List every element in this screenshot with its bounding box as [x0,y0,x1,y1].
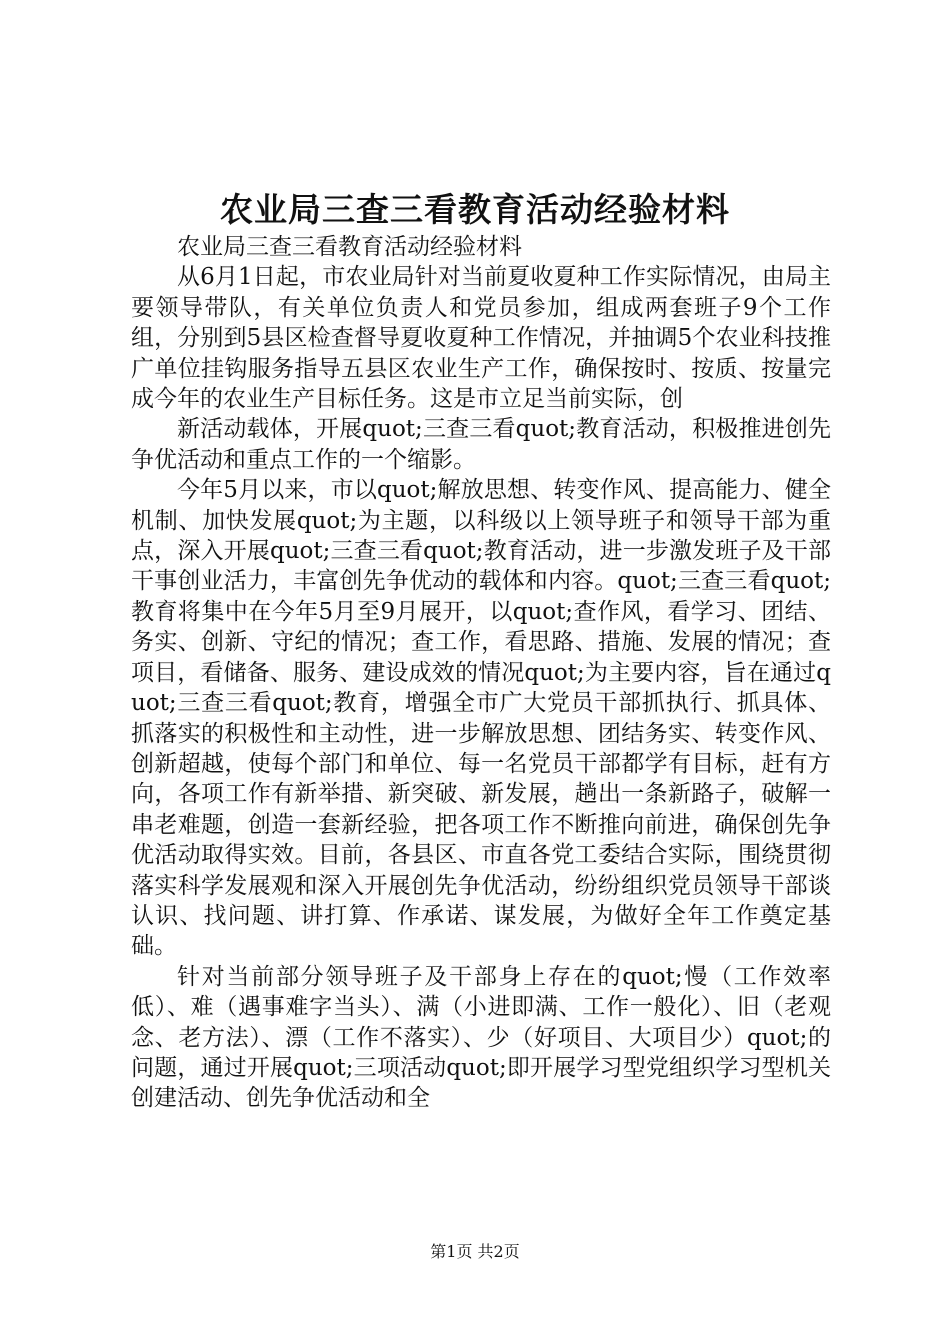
page-number: 第1页 共2页 [430,1242,520,1261]
document-title: 农业局三查三看教育活动经验材料 [220,190,730,229]
paragraph-subtitle: 农业局三查三看教育活动经验材料 [177,234,522,260]
paragraph-intro: 从6月1日起，市农业局针对当前夏收夏种工作实际情况，由局主要领导带队，有关单位负责人和党员参加，组成两套班子9个工作组，分别到5县区检查督导夏收夏种工作情况，并抽调5个农业科技推广单位挂钩服务指导五县区农业生产工作，确保按时、按质、按量完成今年的农业生产目标任务。这是市立足当前实际，创 [131,264,831,413]
paragraph-since-may: 今年5月以来，市以quot;解放思想、转变作风、提高能力、健全机制、加快发展quot;为主题，以科级以上领导班子和领导干部为重点，深入开展quot;三查三看quot;教育活动，进一步激发班子及干部干事创业活力，丰富创先争优动的载体和内容。quot;三查三看quot;教育将集中在今年5月至9月展开，以quot;查作风，看学习、团结、务实、创新、守纪的情况；查工作，看思路、措施、发展的情况；查项目，看储备、服务、建设成效的情况quot;为主要内容，旨在通过quot;三查三看quot;教育，增强全市广大党员干部抓执行、抓具体、抓落实的积极性和主动性，进一步解放思想、团结务实、转变作风、创新超越，使每个部门和单位、每一名党员干部都学有目标，赶有方向，各项工作有新举措、新突破、新发展，趟出一条新路子，破解一串老难题，创造一套新经验，把各项工作不断推向前进，确保创先争优活动取得实效。目前，各县区、市直各党工委结合实际，围绕贯彻落实科学发展观和深入开展创先争优活动，纷纷组织党员领导干部谈认识、找问题、讲打算、作承诺、谋发展，为做好全年工作奠定基础。 [131,477,831,960]
paragraph-activity: 新活动载体，开展quot;三查三看quot;教育活动，积极推进创先争优活动和重点工作的一个缩影。 [131,416,831,473]
paragraph-problems: 针对当前部分领导班子及干部身上存在的quot;慢（工作效率低）、难（遇事难字当头）、满（小进即满、工作一般化）、旧（老观念、老方法）、漂（工作不落实）、少（好项目、大项目少）quot;的问题，通过开展quot;三项活动quot;即开展学习型党组织学习型机关创建活动、创先争优活动和全 [131,963,831,1112]
document-body [131,232,831,1114]
